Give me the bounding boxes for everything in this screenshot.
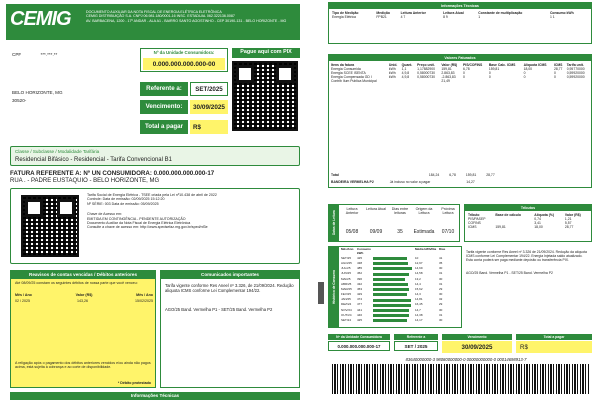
notices-title: Comunicados importantes bbox=[161, 271, 299, 279]
history-daily-avg: 12,97 bbox=[415, 260, 423, 265]
history-bar bbox=[373, 299, 411, 302]
history-month: ABR/25 bbox=[341, 281, 352, 286]
history-consumption: 485 bbox=[357, 266, 363, 271]
due-label: Vencimento: bbox=[140, 100, 188, 114]
notices-flag-text: AGO/25 Band. Vermelha P1 - SET/25 Band. Vermelha P2 bbox=[165, 307, 273, 312]
history-month: FEV/25 bbox=[341, 292, 352, 297]
overdue-intro: Até 08/09/25 constam os seguintes débitos de nossa parte que você venceu: bbox=[15, 281, 138, 285]
reference-label: Referente a: bbox=[140, 82, 188, 96]
page-separator-handle bbox=[318, 282, 324, 304]
invoice-values-title: Valores Faturados bbox=[329, 55, 591, 61]
invoice-total-row: Total 184,24 6,78 159,81 28,77 bbox=[331, 173, 495, 177]
history-consumption: 396 bbox=[357, 276, 363, 281]
customer-cpf: CPF ***.***.** bbox=[12, 52, 58, 57]
history-days: 30 bbox=[439, 307, 443, 312]
history-bar bbox=[373, 304, 411, 307]
history-bar bbox=[373, 262, 408, 265]
history-consumption: 425 bbox=[357, 318, 363, 323]
history-box bbox=[328, 246, 462, 328]
customer-cep: 30520- bbox=[12, 98, 27, 103]
history-columns: Mês/Ano Consumo kWh Média kWh/Dia Dias bbox=[341, 247, 446, 255]
history-days: 29 bbox=[439, 302, 443, 307]
stub-ref-value: SET / 2025 bbox=[394, 341, 438, 351]
payment-barcode[interactable] bbox=[332, 364, 590, 394]
invoice-reference-address: RUA . - PADRE EUSTAQUIO - BELO HORIZONTE, MG bbox=[10, 178, 160, 184]
table-row: Tributo Base de cálculo Alíquota (%) Valor (R$) bbox=[468, 213, 581, 217]
fiscal-text: Tarifa Social de Energia Elétrica - TSEE criada pela Lei nº10.438 de abril de 2022 Controle: Data de emissão: 02/09/2025 15:12:20 Nº SÉRIE: 003 Data de emissão: 05/09/2025 Chave de Acesso em: EMITIDA EM CONTINGÊNCIA - PENDENTE AUTORIZAÇÃO Documento Auxiliar da Nota Fiscal de Energia Elétrica Eletrônica Consulte a chave de acesso em: http://www.spedsefaz.mg.gov.br/sped/nf3e bbox=[87, 193, 217, 230]
installation-number-label: Nº da Unidade Consumidora: bbox=[153, 49, 215, 55]
table-row: Itens da fatura Unid. Quant. Preço unit. Valor (R$) PIS/COFINS Base Calc. ICMS Alíquota ICMS ICMS Tarifa unit. bbox=[331, 63, 584, 67]
history-consumption: 474 bbox=[357, 297, 363, 302]
history-consumption: 452 bbox=[357, 271, 363, 276]
stub-uc-label: Nº da Unidade Consumidora bbox=[328, 334, 390, 340]
history-bar bbox=[373, 319, 407, 322]
history-daily-avg: 14,3 bbox=[415, 292, 421, 297]
invoice-values-box bbox=[328, 54, 592, 188]
overdue-note: * Débito protestado bbox=[117, 381, 151, 385]
taxes-table bbox=[467, 213, 589, 229]
history-consumption: 446 bbox=[357, 312, 363, 317]
history-daily-avg: 10 bbox=[415, 255, 419, 260]
overdue-footer: A religação após o pagamento dos débitos anteriores vencidos e/ou ainda não pagos acima, está sujeita à cobrança e ao corte de disponibilidade. bbox=[15, 361, 151, 370]
history-bar bbox=[373, 283, 408, 286]
history-month: SET/25 bbox=[341, 255, 352, 260]
history-daily-avg: 15,62 bbox=[415, 286, 423, 291]
overdue-box bbox=[10, 270, 156, 388]
reading-values: 05/08 09/09 35 Estimada 07/10 bbox=[345, 229, 455, 235]
overdue-row: 02 / 2025 143,26 15/02/2025 bbox=[15, 299, 153, 303]
invoice-header bbox=[6, 4, 300, 40]
taxes-title: Tributos bbox=[465, 205, 591, 211]
classification-value: Residencial Bifásico - Residencial - Tarifa Convencional B1 bbox=[15, 157, 172, 163]
history-days: 35 bbox=[439, 260, 443, 265]
history-days: 30 bbox=[439, 318, 443, 323]
table-row: PIS/PASEP 0,74 1,21 bbox=[468, 217, 572, 221]
history-consumption: 438 bbox=[357, 260, 363, 265]
fiscal-box bbox=[10, 188, 300, 264]
tech-info-left-title: Informações Técnicas bbox=[10, 392, 300, 400]
history-days: 31 bbox=[439, 281, 443, 286]
pix-qr-code[interactable] bbox=[232, 61, 298, 131]
table-row: Energia Elétrica FPB21 4 7 8 9 1 1 1 bbox=[332, 15, 555, 19]
history-daily-avg: 13,2 bbox=[415, 276, 421, 281]
history-side-label: Histórico de Consumo bbox=[329, 247, 339, 327]
history-days: 31 bbox=[439, 312, 443, 317]
stub-uc-value: 0.000.000.000.000-17 bbox=[328, 341, 390, 351]
history-days: 31 bbox=[439, 271, 443, 276]
history-daily-avg: 14,81 bbox=[415, 297, 423, 302]
due-value: 30/09/2025 bbox=[190, 100, 228, 114]
total-label: Total a pagar bbox=[140, 120, 188, 134]
history-month: AGO/25 bbox=[341, 260, 352, 265]
history-month: JAN/25 bbox=[341, 297, 351, 302]
history-bar bbox=[373, 309, 409, 312]
history-bar bbox=[373, 278, 405, 281]
table-row: Energia SCEE ISENTA kWh 4,9,8 0,58000730 2.863,83 0 0 0 0 0,59920000 bbox=[331, 71, 585, 75]
history-bar bbox=[373, 273, 409, 276]
table-row: Energia Consumida kWh 1,1 1,17882900 159,81 6,78 159,81 18,00 28,77 0,95770000 bbox=[331, 67, 585, 71]
history-days: 30 bbox=[439, 292, 443, 297]
flag-row: BANDEIRA VERMELHA P2 Já incluso no valor a pagar 14,27 bbox=[331, 180, 475, 184]
table-row: ICMS 159,81 18,00 28,77 bbox=[468, 225, 574, 229]
reading-side-label: Datas de Leitura bbox=[329, 205, 339, 241]
pix-label: Pague aqui com PIX bbox=[232, 48, 300, 58]
history-daily-avg: 16,45 bbox=[415, 302, 423, 307]
classification-box bbox=[10, 146, 300, 166]
history-bar bbox=[373, 288, 409, 291]
notices-text: Tarifa vigente conforme Res Aneel nº 3.326, de 21/09/2024. Redução aliquota ICMS conforme Lei Complementar 194/22. bbox=[165, 283, 294, 294]
tech-info-title: Informações Técnicas bbox=[329, 3, 591, 9]
history-month: SET/24 bbox=[341, 318, 352, 323]
notices-box bbox=[160, 270, 300, 388]
history-bar bbox=[373, 314, 409, 317]
history-days: 41 bbox=[439, 255, 443, 260]
history-days: 32 bbox=[439, 297, 443, 302]
classification-title: Classe / Subclasse / Modalidade Tarifária bbox=[15, 149, 100, 154]
stub-ref-label: Referente a bbox=[394, 334, 438, 340]
history-bar bbox=[373, 293, 407, 296]
reference-value: SET/2025 bbox=[190, 82, 228, 96]
history-consumption: 453 bbox=[357, 286, 363, 291]
payment-stub bbox=[328, 334, 592, 354]
stub-total-value: R$ bbox=[516, 341, 592, 353]
table-row: COFINS 3,41 5,57 bbox=[468, 221, 572, 225]
history-days: 30 bbox=[439, 266, 443, 271]
invoice-right-page bbox=[326, 0, 594, 400]
installation-number-box bbox=[140, 48, 228, 72]
total-value: R$ bbox=[190, 120, 228, 134]
history-notes: Tarifa vigente conforme Res Aneel nº 3.326 de 21/09/2024. Redução da alíquota ICMS conforme Lei Complementar 194/22. Energia Injetada saldo atualizado. Esta conta poderá ser paga mediante depósito ou transferência PIX. AGO/25 Band. Vermelha P1 - SET/25 Band. Vermelha P2 bbox=[466, 250, 587, 275]
history-month: JUL/25 bbox=[341, 266, 351, 271]
history-bar bbox=[373, 267, 412, 270]
history-daily-avg: 14,69 bbox=[415, 266, 423, 271]
table-row: Tipo de Medição Medição Leitura Anterior Leitura Atual Constante de multiplicação Consumo kWh bbox=[332, 11, 574, 15]
history-daily-avg: 14,17 bbox=[415, 318, 423, 323]
history-days: 29 bbox=[439, 286, 443, 291]
stub-total-label: Total a pagar bbox=[516, 334, 592, 340]
history-consumption: 441 bbox=[357, 307, 363, 312]
invoice-left-page bbox=[6, 4, 300, 398]
history-consumption: 425 bbox=[357, 255, 363, 260]
history-month: DEZ/24 bbox=[341, 302, 352, 307]
stub-due-value: 30/09/2025 bbox=[442, 341, 512, 353]
table-row: Contrib Ilum Publica Municipal 21,49 bbox=[331, 79, 450, 83]
fiscal-qr-code[interactable] bbox=[21, 195, 79, 257]
history-consumption: 432 bbox=[357, 281, 363, 286]
tech-info-table bbox=[331, 11, 589, 19]
history-month: JUN/25 bbox=[341, 271, 352, 276]
customer-city: BELO HORIZONTE, MG bbox=[12, 90, 63, 95]
history-month: MAI/25 bbox=[341, 276, 351, 281]
overdue-columns: Mês / Ano Valor (R$) Mês / Ano bbox=[15, 293, 153, 297]
history-month: MAR/25 bbox=[341, 286, 352, 291]
invoice-values-table bbox=[330, 63, 590, 83]
tech-info-box bbox=[328, 2, 592, 44]
table-row: Energia Compensada GD I kWh 4,9,8 0,58000730 -2.863,83 0 0 0 0 0,59920000 bbox=[331, 75, 585, 79]
history-rows bbox=[341, 256, 461, 323]
reading-dates-box bbox=[328, 204, 460, 242]
history-month: NOV/24 bbox=[341, 307, 352, 312]
history-consumption: 477 bbox=[357, 302, 363, 307]
history-bar bbox=[373, 257, 407, 260]
taxes-box bbox=[464, 204, 592, 242]
cemig-logo: CEMIG bbox=[10, 8, 71, 30]
history-days: 30 bbox=[439, 276, 443, 281]
history-daily-avg: 14,58 bbox=[415, 271, 423, 276]
reading-columns: Leitura Anterior Leitura Atual Dias entre leituras Origem da Leitura Próxima Leitura bbox=[345, 207, 455, 216]
installation-number-value: 0.000.000.000.000-00 bbox=[143, 58, 225, 70]
company-info: DOCUMENTO AUXILIAR DA NOTA FISCAL DE ENERGIA ELÉTRICA ELETRÔNICA CEMIG DISTRIBUIÇÃO S.A. CNPJ 06.981.180/0001-16 INSC. ESTADUAL 062.322136.0087 AV. BARBACENA, 1200 - 17º ANDAR - ALA A1 - BAIRRO SANTO AGOSTINHO - CEP 30190-131 - BELO HORIZONTE - MG bbox=[86, 10, 287, 23]
overdue-title: Reavisos de contas vencidas / Débitos anteriores bbox=[11, 271, 155, 279]
invoice-reference-title: FATURA REFERENTE A: Nº UN CONSUMIDORA: 0.000.000.000.000-17 bbox=[10, 170, 215, 177]
history-month: OUT/24 bbox=[341, 312, 352, 317]
history-daily-avg: 14,38 bbox=[415, 312, 423, 317]
history-daily-avg: 14,4 bbox=[415, 281, 421, 286]
history-consumption: 429 bbox=[357, 292, 363, 297]
history-row bbox=[341, 318, 461, 323]
history-daily-avg: 14,7 bbox=[415, 307, 421, 312]
stub-due-label: Vencimento bbox=[442, 334, 512, 340]
barcode-number: 83640000000-3 98080000000-0 00000000000-0 00014698913-7 bbox=[405, 357, 527, 362]
